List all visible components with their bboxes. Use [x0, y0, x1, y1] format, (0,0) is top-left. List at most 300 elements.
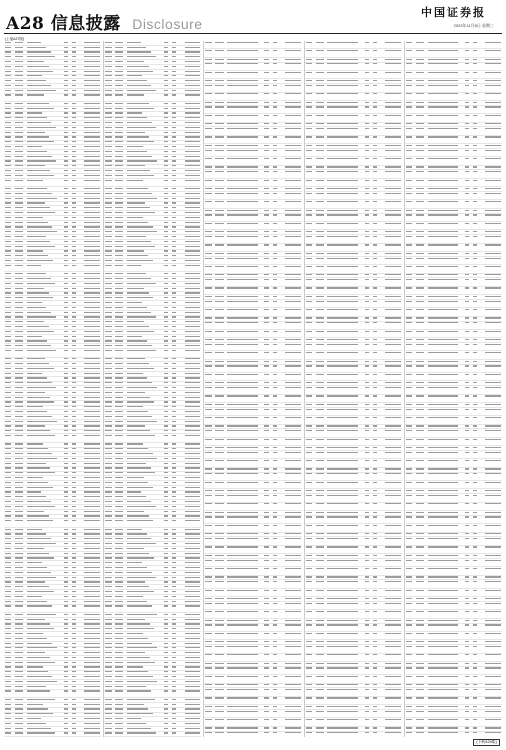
- table-cell: [415, 610, 427, 617]
- table-cell: [79, 84, 101, 88]
- table-cell: [272, 101, 280, 105]
- table-cell: [305, 710, 315, 717]
- table-cell: [104, 235, 114, 239]
- table-cell: [280, 684, 302, 688]
- table-cell: [104, 202, 114, 206]
- table-cell: [464, 576, 472, 580]
- table-cell: [464, 684, 472, 688]
- table-cell: [263, 49, 271, 56]
- section-title-en: Disclosure: [132, 16, 203, 32]
- table-cell: [4, 84, 14, 88]
- table-cell: [472, 252, 480, 256]
- table-cell: [114, 75, 126, 79]
- table-cell: [163, 510, 171, 514]
- table-cell: [464, 416, 472, 423]
- table-cell: [214, 308, 226, 315]
- table-row: [204, 278, 301, 286]
- table-cell: [104, 250, 114, 254]
- table-cell: [63, 448, 71, 452]
- table-cell: [104, 145, 114, 149]
- table-cell: [415, 274, 427, 278]
- table-cell: [305, 84, 315, 91]
- table-cell: [204, 524, 214, 531]
- table-cell: [114, 187, 126, 191]
- table-cell: [427, 230, 464, 234]
- table-cell: [272, 338, 280, 342]
- table-row: [405, 654, 502, 662]
- table-cell: [126, 600, 163, 604]
- table-cell: [126, 272, 163, 276]
- table-cell: [14, 264, 26, 271]
- table-cell: [63, 732, 71, 736]
- table-cell: [204, 494, 214, 501]
- table-cell: [79, 510, 101, 514]
- table-cell: [26, 292, 63, 296]
- table-cell: [79, 235, 101, 239]
- table-cell: [126, 391, 163, 395]
- table-cell: [326, 446, 363, 450]
- table-cell: [326, 257, 363, 264]
- table-row: [305, 278, 402, 286]
- table-cell: [272, 451, 280, 458]
- table-cell: [372, 408, 380, 415]
- table-cell: [280, 63, 302, 70]
- table-cell: [126, 547, 163, 551]
- table-cell: [114, 126, 126, 130]
- table-row: [204, 127, 301, 135]
- table-cell: [380, 589, 402, 596]
- table-cell: [405, 79, 415, 83]
- table-cell: [226, 381, 263, 385]
- table-cell: [280, 317, 302, 321]
- table-cell: [405, 654, 415, 661]
- table-row: [204, 559, 301, 567]
- table-cell: [163, 675, 171, 679]
- table-cell: [171, 79, 179, 83]
- table-cell: [305, 200, 315, 207]
- table-cell: [26, 647, 63, 651]
- table-cell: [226, 524, 263, 531]
- table-cell: [272, 667, 280, 674]
- table-cell: [126, 618, 163, 622]
- table-cell: [364, 473, 372, 480]
- table-cell: [126, 722, 163, 726]
- table-cell: [415, 602, 427, 609]
- table-cell: [326, 71, 363, 78]
- table-cell: [104, 605, 114, 612]
- table-cell: [163, 462, 171, 466]
- table-row: [305, 214, 402, 222]
- table-cell: [126, 226, 163, 230]
- table-cell: [79, 382, 101, 386]
- table-cell: [315, 41, 327, 48]
- table-cell: [480, 684, 502, 688]
- table-cell: [114, 311, 126, 315]
- table-cell: [126, 557, 163, 561]
- table-cell: [104, 722, 114, 726]
- table-cell: [63, 680, 71, 684]
- table-cell: [405, 127, 415, 134]
- table-cell: [171, 325, 179, 329]
- table-cell: [163, 528, 171, 532]
- table-cell: [472, 351, 480, 358]
- table-cell: [480, 192, 502, 199]
- table-cell: [126, 84, 163, 88]
- table-cell: [364, 684, 372, 688]
- table-cell: [26, 344, 63, 348]
- table-cell: [380, 416, 402, 423]
- table-cell: [104, 571, 114, 575]
- table-cell: [472, 654, 480, 661]
- table-cell: [226, 559, 263, 566]
- table-row: [204, 365, 301, 373]
- table-cell: [305, 209, 315, 213]
- table-cell: [163, 259, 171, 263]
- table-cell: [380, 209, 402, 213]
- table-cell: [372, 580, 380, 587]
- table-cell: [14, 89, 26, 93]
- table-cell: [280, 278, 302, 285]
- table-cell: [171, 174, 179, 178]
- table-cell: [14, 486, 26, 490]
- table-cell: [305, 503, 315, 510]
- table-cell: [114, 515, 126, 519]
- table-cell: [214, 395, 226, 402]
- table-cell: [305, 451, 315, 458]
- table-cell: [315, 351, 327, 358]
- table-cell: [480, 446, 502, 450]
- table-cell: [180, 75, 202, 79]
- table-cell: [480, 79, 502, 83]
- table-cell: [71, 642, 79, 646]
- table-cell: [372, 675, 380, 682]
- table-cell: [272, 610, 280, 617]
- table-cell: [126, 141, 163, 145]
- table-cell: [126, 250, 163, 254]
- table-cell: [472, 395, 480, 402]
- table-cell: [405, 667, 415, 674]
- table-cell: [104, 367, 114, 371]
- table-cell: [126, 126, 163, 130]
- table-cell: [63, 169, 71, 173]
- table-cell: [163, 491, 171, 495]
- table-cell: [480, 322, 502, 329]
- table-cell: [326, 192, 363, 199]
- table-cell: [171, 367, 179, 371]
- table-cell: [280, 136, 302, 143]
- table-cell: [114, 500, 126, 504]
- table-cell: [26, 632, 63, 636]
- table-cell: [163, 495, 171, 499]
- table-cell: [263, 41, 271, 48]
- table-cell: [79, 165, 101, 169]
- table-cell: [480, 127, 502, 134]
- table-cell: [114, 272, 126, 276]
- table-cell: [405, 468, 415, 472]
- table-cell: [180, 150, 202, 154]
- table-cell: [104, 443, 114, 447]
- table-cell: [364, 157, 372, 164]
- table-row: [204, 49, 301, 57]
- table-cell: [171, 60, 179, 64]
- table-cell: [214, 597, 226, 601]
- table-cell: [180, 675, 202, 679]
- table-cell: [464, 688, 472, 695]
- table-cell: [63, 515, 71, 519]
- table-cell: [180, 519, 202, 526]
- table-cell: [405, 244, 415, 251]
- table-row: [104, 519, 201, 527]
- table-cell: [272, 252, 280, 256]
- table-cell: [372, 351, 380, 358]
- table-cell: [372, 559, 380, 566]
- table-cell: [427, 235, 464, 242]
- table-cell: [226, 446, 263, 450]
- table-cell: [214, 662, 226, 666]
- table-cell: [71, 557, 79, 561]
- table-cell: [4, 301, 14, 305]
- table-cell: [163, 126, 171, 130]
- table-cell: [163, 245, 171, 249]
- table-cell: [63, 84, 71, 88]
- table-cell: [472, 429, 480, 436]
- table-row: [405, 559, 502, 567]
- table-cell: [79, 264, 101, 271]
- table-cell: [263, 473, 271, 480]
- table-cell: [214, 654, 226, 661]
- table-cell: [171, 160, 179, 164]
- table-cell: [4, 282, 14, 286]
- table-cell: [4, 65, 14, 69]
- table-cell: [180, 287, 202, 291]
- table-cell: [71, 221, 79, 225]
- table-cell: [180, 680, 202, 684]
- table-cell: [63, 174, 71, 178]
- table-cell: [372, 365, 380, 372]
- table-cell: [126, 713, 163, 717]
- table-cell: [79, 547, 101, 551]
- table-cell: [464, 365, 472, 372]
- table-row: [204, 610, 301, 618]
- table-cell: [415, 705, 427, 709]
- table-cell: [405, 580, 415, 587]
- table-cell: [14, 107, 26, 111]
- table-cell: [114, 476, 126, 480]
- table-cell: [114, 481, 126, 485]
- table-cell: [272, 546, 280, 553]
- table-cell: [380, 632, 402, 639]
- table-cell: [280, 416, 302, 423]
- table-cell: [71, 656, 79, 660]
- table-cell: [464, 41, 472, 48]
- table-cell: [171, 732, 179, 736]
- table-cell: [114, 566, 126, 570]
- table-cell: [4, 637, 14, 641]
- table-cell: [114, 443, 126, 447]
- table-cell: [126, 500, 163, 504]
- table-cell: [272, 624, 280, 631]
- table-cell: [180, 462, 202, 466]
- table-cell: [104, 41, 114, 45]
- table-cell: [214, 503, 226, 510]
- table-cell: [464, 330, 472, 337]
- table-cell: [71, 211, 79, 215]
- table-row: [204, 567, 301, 575]
- table-cell: [14, 340, 26, 344]
- table-cell: [380, 106, 402, 113]
- table-cell: [163, 642, 171, 646]
- table-cell: [204, 360, 214, 364]
- table-cell: [326, 106, 363, 113]
- table-cell: [171, 505, 179, 509]
- table-cell: [71, 372, 79, 376]
- table-cell: [163, 566, 171, 570]
- table-cell: [26, 661, 63, 665]
- table-cell: [79, 552, 101, 556]
- table-cell: [315, 727, 327, 731]
- table-cell: [427, 580, 464, 587]
- table-cell: [126, 505, 163, 509]
- table-cell: [14, 240, 26, 244]
- table-row: [305, 438, 402, 446]
- table-cell: [79, 259, 101, 263]
- table-cell: [126, 623, 163, 627]
- table-cell: [472, 230, 480, 234]
- table-cell: [104, 102, 114, 106]
- table-cell: [214, 222, 226, 229]
- table-cell: [380, 494, 402, 501]
- table-row: [405, 41, 502, 49]
- table-cell: [63, 425, 71, 429]
- table-cell: [163, 505, 171, 509]
- table-row: [405, 235, 502, 243]
- table-cell: [26, 557, 63, 561]
- table-cell: [163, 330, 171, 334]
- table-cell: [163, 401, 171, 405]
- table-cell: [171, 301, 179, 305]
- table-cell: [326, 654, 363, 661]
- table-cell: [315, 71, 327, 78]
- table-row: [405, 287, 502, 295]
- table-cell: [171, 377, 179, 381]
- table-cell: [405, 330, 415, 337]
- table-cell: [14, 491, 26, 495]
- table-cell: [280, 114, 302, 121]
- table-cell: [405, 71, 415, 78]
- table-cell: [272, 381, 280, 385]
- table-cell: [480, 732, 502, 738]
- table-cell: [364, 511, 372, 515]
- table-cell: [380, 537, 402, 544]
- table-cell: [71, 316, 79, 320]
- table-cell: [464, 170, 472, 177]
- table-row: [305, 343, 402, 351]
- table-row: [204, 257, 301, 265]
- table-cell: [63, 476, 71, 480]
- table-cell: [79, 590, 101, 594]
- table-cell: [14, 316, 26, 320]
- table-cell: [114, 685, 126, 689]
- table-cell: [14, 476, 26, 480]
- table-cell: [364, 179, 372, 186]
- table-cell: [163, 187, 171, 191]
- table-cell: [380, 610, 402, 617]
- table-cell: [280, 106, 302, 113]
- table-cell: [163, 94, 171, 101]
- table-cell: [305, 166, 315, 170]
- table-row: [204, 688, 301, 696]
- table-cell: [204, 93, 214, 100]
- table-cell: [263, 192, 271, 199]
- table-cell: [163, 362, 171, 366]
- table-cell: [180, 595, 202, 599]
- table-cell: [104, 713, 114, 717]
- table-cell: [126, 528, 163, 532]
- table-cell: [280, 554, 302, 558]
- table-cell: [63, 102, 71, 106]
- table-cell: [280, 524, 302, 531]
- table-cell: [71, 533, 79, 537]
- table-cell: [26, 316, 63, 320]
- table-cell: [372, 123, 380, 127]
- table-cell: [480, 567, 502, 574]
- table-cell: [427, 386, 464, 393]
- table-cell: [171, 112, 179, 116]
- table-row: [204, 351, 301, 359]
- table-cell: [171, 41, 179, 45]
- table-cell: [26, 112, 63, 116]
- table-cell: [180, 613, 202, 617]
- table-cell: [204, 567, 214, 574]
- table-cell: [4, 296, 14, 300]
- table-cell: [104, 703, 114, 707]
- table-row: [204, 200, 301, 208]
- table-cell: [464, 106, 472, 113]
- table-cell: [427, 662, 464, 666]
- table-cell: [163, 102, 171, 106]
- table-cell: [364, 705, 372, 709]
- table-cell: [326, 322, 363, 329]
- table-row: [204, 373, 301, 381]
- table-cell: [415, 351, 427, 358]
- table-cell: [126, 401, 163, 405]
- table-cell: [4, 467, 14, 471]
- table-cell: [214, 58, 226, 62]
- table-cell: [480, 257, 502, 264]
- table-cell: [305, 403, 315, 407]
- table-cell: [171, 282, 179, 286]
- table-cell: [472, 49, 480, 56]
- table-cell: [63, 528, 71, 532]
- table-cell: [4, 165, 14, 169]
- table-cell: [280, 252, 302, 256]
- table-cell: [14, 362, 26, 366]
- table-cell: [480, 136, 502, 143]
- table-cell: [180, 528, 202, 532]
- table-cell: [26, 576, 63, 580]
- table-cell: [79, 651, 101, 655]
- table-cell: [63, 282, 71, 286]
- table-cell: [305, 300, 315, 307]
- table-cell: [305, 705, 315, 709]
- table-cell: [14, 206, 26, 210]
- table-cell: [79, 245, 101, 249]
- table-cell: [263, 79, 271, 83]
- table-cell: [214, 265, 226, 272]
- table-cell: [79, 401, 101, 405]
- table-cell: [114, 462, 126, 466]
- table-cell: [126, 585, 163, 589]
